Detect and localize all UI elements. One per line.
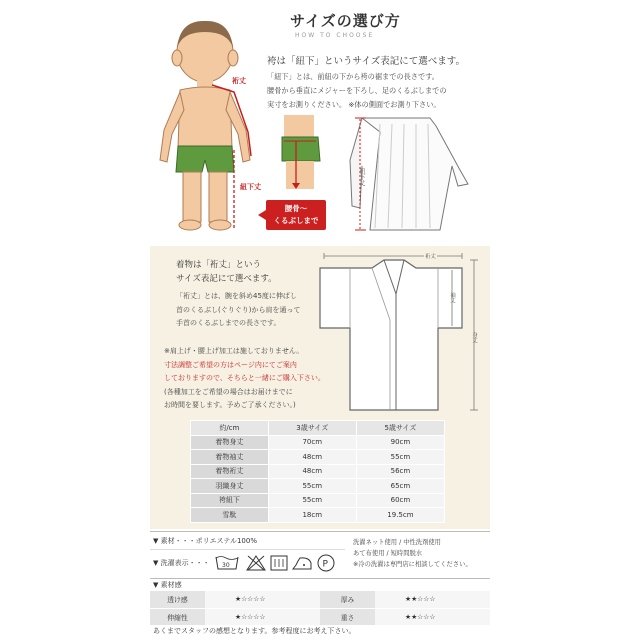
row-label: 着物裄丈: [191, 464, 269, 479]
kimono-desc-line: 「裄丈」とは、腕を斜め45度に伸ばし: [176, 292, 297, 300]
divider: [150, 578, 490, 579]
page-title: サイズの選び方: [290, 12, 401, 30]
footer-note: あくまでスタッフの感想となります。参考程度にお考え下さい。: [153, 627, 356, 635]
feel-label: ▼ 素材感: [153, 581, 182, 589]
hakama-desc-line: 実寸をお測りください。 ※体の側面でお測り下さい。: [267, 100, 441, 109]
size-table: [190, 420, 445, 523]
row-label: 羽織身丈: [191, 479, 269, 494]
size-value: 56cm: [356, 464, 444, 479]
feel-attr: 厚み: [320, 591, 375, 608]
kimono-sode-label: 袖丈: [449, 292, 455, 303]
row-label: 着物袖丈: [191, 450, 269, 465]
feel-attr: 透け感: [150, 591, 205, 608]
wash-note-line: 洗濯ネット使用 / 中性洗剤使用: [353, 539, 441, 546]
size-value: 70cm: [268, 435, 356, 450]
row-label: 着物身丈: [191, 435, 269, 450]
row-label: 袴紐下: [191, 493, 269, 508]
shorts-closeup-illustration: [278, 113, 326, 193]
size-table-header: 3歳サイズ: [268, 421, 356, 436]
table-row: [191, 450, 445, 465]
size-value: 55cm: [268, 493, 356, 508]
feel-attr: 重さ: [320, 608, 375, 625]
badge-line: 腰骨〜: [284, 204, 308, 213]
note-line: ※肩上げ・腰上げ加工は施しておりません。: [164, 347, 304, 355]
hakama-desc-line: 腰骨から垂直にメジャーを下ろし、足のくるぶしまでの: [267, 86, 447, 95]
note-red-line: しておりますので、そちらと一緒にご購入下さい。: [164, 374, 325, 382]
badge-line: くるぶしまで: [273, 216, 319, 225]
feel-attr: 伸縮性: [150, 608, 205, 625]
size-value: 48cm: [268, 450, 356, 465]
hakama-size-description: [267, 70, 507, 112]
material-label: ▼ 素材・・・ポリエステル100%: [153, 537, 257, 545]
hakama-himoshita-label: 紐下丈: [358, 168, 365, 186]
size-table-header-row: [191, 421, 445, 436]
feel-rating: ★☆☆☆☆: [205, 591, 320, 608]
feel-rating: ★★☆☆☆: [375, 591, 490, 608]
wash-care-icons: [214, 553, 344, 573]
size-value: 19.5cm: [356, 508, 444, 523]
size-value: 55cm: [268, 479, 356, 494]
material-feel-table: [150, 591, 490, 626]
kimono-size-description: [176, 290, 300, 331]
iron-icon: [293, 558, 311, 569]
svg-text:P: P: [322, 559, 328, 570]
kimono-heading-line: 着物は「裄丈」という: [176, 260, 262, 270]
feel-rating: ★☆☆☆☆: [205, 608, 320, 625]
size-value: 55cm: [356, 450, 444, 465]
table-row: [191, 435, 445, 450]
size-value: 18cm: [268, 508, 356, 523]
alteration-note: [164, 345, 325, 413]
note-line: (各種加工をご希望の場合はお届けまでに: [164, 387, 293, 396]
wash-note-line: ※冷の洗濯は専門店に相談してください。: [353, 561, 472, 568]
table-row: [150, 608, 490, 625]
wash-note-line: あて布使用 / 短時間脱水: [353, 550, 423, 557]
kimono-desc-line: 首のくるぶし(ぐりぐり)から肩を通って: [176, 305, 301, 314]
kimono-yuki-label: 裄丈: [425, 254, 437, 260]
row-label: 雪駄: [191, 508, 269, 523]
divider: [150, 531, 490, 532]
kimono-mi-label: 身丈: [471, 332, 477, 343]
table-row: [191, 479, 445, 494]
size-value: 90cm: [356, 435, 444, 450]
page-subtitle: HOW TO CHOOSE: [295, 32, 375, 39]
boy-illustration: [150, 10, 260, 240]
wash-label: ▼ 洗濯表示・・・: [153, 559, 210, 567]
size-table-header: 5歳サイズ: [356, 421, 444, 436]
kimono-size-heading: [176, 258, 277, 286]
kimono-illustration: [312, 250, 487, 415]
size-value: 48cm: [268, 464, 356, 479]
hakama-desc-line: 「紐下」とは、前紐の下から袴の裾までの長さです。: [267, 72, 439, 81]
yuki-label: 裄丈: [232, 77, 246, 85]
table-row: [191, 508, 445, 523]
himoshita-label: 紐下丈: [240, 183, 261, 191]
size-value: 60cm: [356, 493, 444, 508]
wash-temp: 30: [222, 562, 230, 569]
size-table-header: 約/cm: [191, 421, 269, 436]
hakama-size-heading: 袴は「紐下」というサイズ表記にて選べます。: [267, 56, 465, 67]
wash-notes: [353, 537, 472, 570]
note-line: お時間を要します。予めご了承ください。): [164, 401, 296, 409]
feel-rating: ★★☆☆☆: [375, 608, 490, 625]
measure-badge: [266, 200, 326, 230]
kimono-heading-line: サイズ表記にて選べます。: [176, 274, 277, 284]
line-dry-icon: [271, 556, 287, 570]
note-red-line: 寸法調整ご希望の方はページ内にてご案内: [164, 360, 297, 369]
kimono-desc-line: 手首のくるぶしまでの長さです。: [176, 319, 281, 327]
table-row: [191, 464, 445, 479]
table-row: [150, 591, 490, 608]
size-value: 65cm: [356, 479, 444, 494]
divider: [150, 549, 345, 550]
no-bleach-icon: [247, 556, 265, 570]
dry-clean-p-icon: [318, 555, 334, 571]
table-row: [191, 493, 445, 508]
